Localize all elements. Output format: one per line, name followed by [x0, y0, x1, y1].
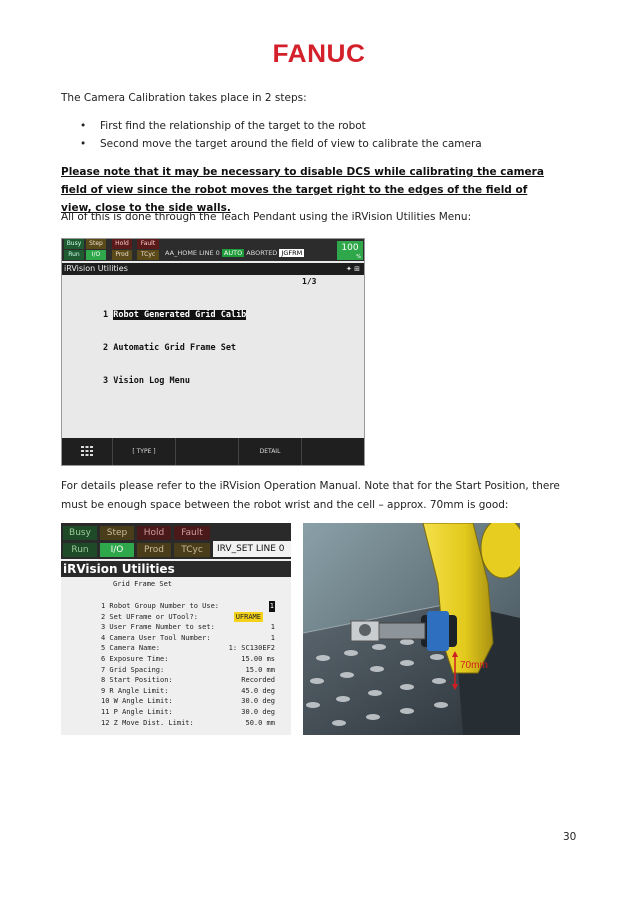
setting-value[interactable]: 1 — [270, 633, 275, 642]
robot-wrist-illustration — [303, 523, 520, 735]
setting-label: 10 W Angle Limit: — [101, 697, 173, 706]
menu-item-vision-log[interactable]: 3 Vision Log Menu — [103, 376, 190, 386]
screen-title: iRVision Utilities — [64, 264, 128, 273]
status-bar — [61, 523, 291, 559]
grid-frame-set-screen — [61, 523, 291, 735]
setting-label: 1 Robot Group Number to Use: — [101, 602, 220, 610]
details-note: For details please refer to the iRVision Operation Manual. Note that for the Start Position, there must be enough space between the robot wrist and the cell – approx. 70mm is good: — [61, 480, 560, 511]
setting-label: 2 Set UFrame or UTool?: — [101, 612, 198, 621]
menu-item-label: Robot Generated Grid Calib — [113, 310, 247, 320]
teach-pendant-note-text: All of this is done through the Teach Pendant using the iRVision Utilities Menu: — [61, 211, 472, 223]
setting-row[interactable] — [101, 633, 275, 644]
state-text: ABORTED — [246, 249, 278, 257]
page-number: 30 — [563, 831, 577, 843]
setting-row[interactable] — [101, 643, 275, 654]
f4-key[interactable] — [302, 438, 364, 465]
program-line: IRV_SET LINE 0 — [213, 541, 291, 557]
step-indicator: Step — [86, 239, 106, 249]
fanuc-logo: FANUC — [272, 40, 366, 68]
detail-key[interactable]: DETAIL — [239, 438, 302, 465]
teach-pendant-note — [61, 209, 471, 225]
step-item: • Second move the target around the field of view to calibrate the camera — [80, 135, 482, 153]
fault-indicator: Fault — [174, 526, 210, 540]
page-indicator: 1/3 — [302, 277, 317, 286]
setting-value[interactable]: 15.0 mm — [245, 665, 275, 674]
setting-label: 11 P Angle Limit: — [101, 707, 173, 716]
setting-row[interactable] — [101, 707, 275, 718]
tcyc-indicator: TCyc — [174, 543, 210, 557]
setting-label: 3 User Frame Number to set: — [101, 623, 215, 632]
override-display — [337, 241, 363, 260]
program-line-status — [165, 249, 304, 257]
prod-indicator: Prod — [137, 543, 171, 557]
override-unit: % — [356, 254, 361, 260]
setting-row[interactable] — [101, 675, 275, 686]
setting-value[interactable]: 45.0 deg — [241, 686, 275, 695]
prod-indicator: Prod — [112, 250, 132, 260]
utilities-menu — [103, 288, 246, 409]
dimension-label: 70mm — [460, 660, 488, 671]
fault-indicator: Fault — [137, 239, 159, 249]
setting-row[interactable] — [101, 665, 275, 676]
setting-value[interactable]: 1 — [269, 602, 274, 610]
setting-value[interactable]: 50.0 mm — [245, 718, 275, 727]
steps-list — [80, 117, 482, 153]
setting-row[interactable] — [101, 601, 275, 612]
setting-label: 9 R Angle Limit: — [101, 686, 169, 695]
settings-list — [101, 601, 275, 728]
setting-label: 8 Start Position: — [101, 676, 173, 685]
io-indicator: I/O — [86, 250, 106, 260]
setting-row[interactable] — [101, 654, 275, 665]
setting-label: 4 Camera User Tool Number: — [101, 633, 211, 642]
setting-value[interactable]: 1: SC130EF2 — [228, 644, 275, 653]
function-key-bar — [62, 438, 364, 465]
intro-text: The Camera Calibration takes place in 2 steps: — [61, 92, 307, 104]
f2-key[interactable] — [176, 438, 239, 465]
setting-row[interactable] — [101, 622, 275, 633]
robot-cell-render — [303, 523, 520, 735]
program-line: AA_HOME LINE 0 — [165, 249, 220, 257]
override-value: 100 — [341, 243, 359, 253]
status-bar — [62, 239, 364, 261]
screen-title-bar — [62, 263, 364, 275]
run-indicator: Run — [63, 543, 97, 557]
menu-item-grid-frame-set[interactable]: 2 Automatic Grid Frame Set — [103, 343, 237, 353]
menu-item-grid-calib[interactable] — [103, 310, 246, 321]
step-indicator: Step — [100, 526, 134, 540]
tcyc-indicator: TCyc — [137, 250, 159, 260]
io-indicator: I/O — [100, 543, 134, 557]
setting-value[interactable]: 30.0 deg — [241, 697, 275, 706]
setting-value[interactable]: 1 — [270, 623, 275, 632]
setting-row[interactable] — [101, 718, 275, 729]
setting-value[interactable]: 30.0 deg — [241, 707, 275, 716]
menu-item-number: 1 — [103, 310, 114, 320]
busy-indicator: Busy — [64, 239, 84, 249]
setting-row[interactable] — [101, 696, 275, 707]
setting-row[interactable] — [101, 612, 275, 623]
window-icons: ✦ ⊞ — [346, 265, 360, 273]
step-item: • First find the relationship of the target to the robot — [80, 117, 482, 135]
screen-title: iRVision Utilities — [61, 561, 291, 577]
setting-label: 7 Grid Spacing: — [101, 665, 165, 674]
menu-grid-icon[interactable] — [62, 438, 113, 465]
screen-subtitle: Grid Frame Set — [113, 580, 173, 588]
frame-badge: JGFRM — [281, 249, 303, 257]
setting-value[interactable]: Recorded — [241, 676, 275, 685]
irvision-utilities-screen — [61, 238, 365, 466]
hold-indicator: Hold — [137, 526, 171, 540]
setting-label: 12 Z Move Dist. Limit: — [101, 718, 194, 727]
dcs-warning: Please note that it may be necessary to disable DCS while calibrating the camera field of view since the robot moves the target right to the edges of the field of view, close to the side walls. — [61, 166, 544, 214]
run-indicator: Run — [64, 250, 84, 260]
type-key[interactable]: [ TYPE ] — [113, 438, 176, 465]
setting-value[interactable]: 15.00 ms — [241, 654, 275, 663]
busy-indicator: Busy — [63, 526, 97, 540]
setting-label: 5 Camera Name: — [101, 644, 161, 653]
mode-badge: AUTO — [223, 249, 243, 257]
setting-row[interactable] — [101, 686, 275, 697]
hold-indicator: Hold — [112, 239, 132, 249]
setting-value[interactable]: UFRAME — [235, 612, 261, 621]
setting-label: 6 Exposure Time: — [101, 654, 169, 663]
